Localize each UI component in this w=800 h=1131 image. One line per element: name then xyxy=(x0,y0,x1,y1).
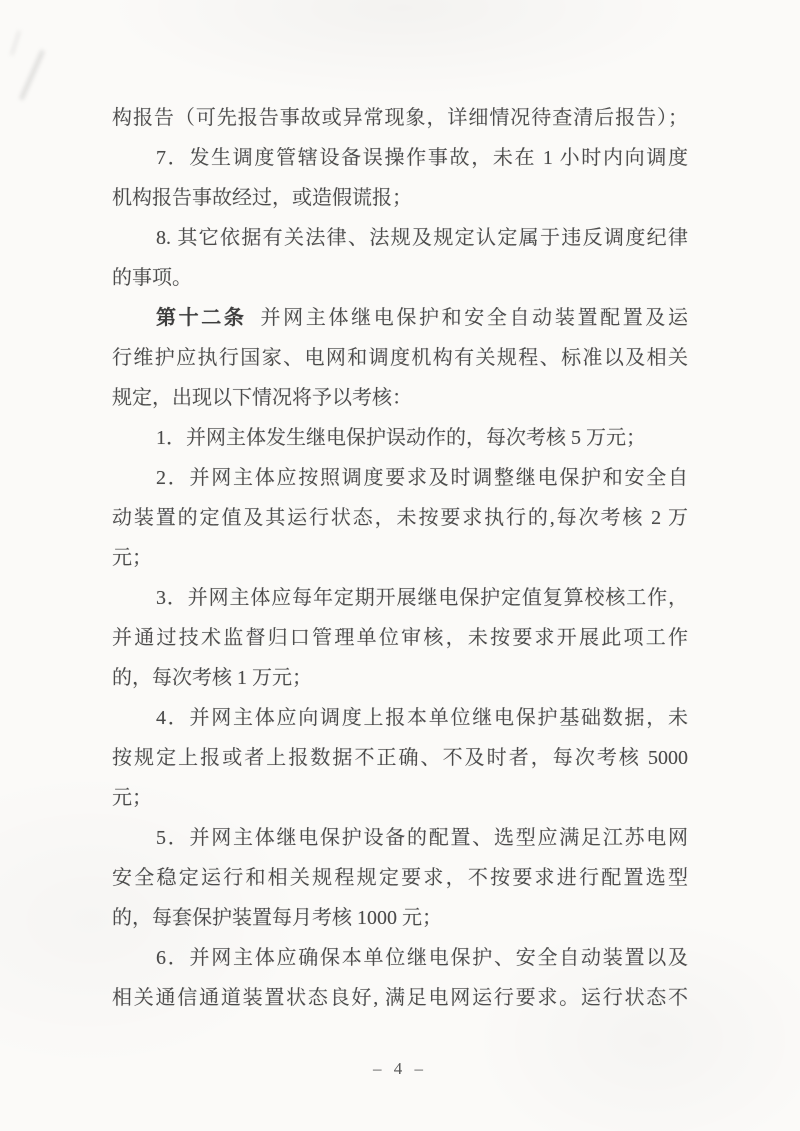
text-line: 的事项。 xyxy=(112,267,192,289)
text-line: 5．并网主体继电保护设备的配置、选型应满足江苏电网 xyxy=(156,827,688,849)
text-line: 6．并网主体应确保本单位继电保护、安全自动装置以及 xyxy=(156,947,688,969)
text-line: 元； xyxy=(112,787,152,809)
text-line: 相关通信通道装置状态良好, 满足电网运行要求。运行状态不 xyxy=(112,987,688,1009)
article-heading-text: 并网主体继电保护和安全自动装置配置及运 xyxy=(260,307,688,329)
text-line: 的，每次考核 1 万元； xyxy=(112,667,312,689)
text-line: 行维护应执行国家、电网和调度机构有关规程、标准以及相关 xyxy=(112,347,688,369)
text-line: 8. 其它依据有关法律、法规及规定认定属于违反调度纪律 xyxy=(156,227,688,249)
text-line: 2．并网主体应按照调度要求及时调整继电保护和安全自 xyxy=(156,467,688,489)
text-line: 安全稳定运行和相关规程规定要求，不按要求进行配置选型 xyxy=(112,867,688,889)
scan-smudge xyxy=(19,50,45,101)
text-line: 机构报告事故经过，或造假谎报； xyxy=(112,187,412,209)
text-line: 构报告（可先报告事故或异常现象，详细情况待查清后报告）； xyxy=(112,107,688,129)
body-text xyxy=(112,98,688,1018)
article-heading-line xyxy=(112,298,688,338)
text-line: 的，每套保护装置每月考核 1000 元； xyxy=(112,907,442,929)
page-number: – 4 – xyxy=(373,1059,427,1078)
text-line: 按规定上报或者上报数据不正确、不及时者，每次考核 5000 xyxy=(112,747,688,769)
text-line: 元； xyxy=(112,547,152,569)
text-line: 3．并网主体应每年定期开展继电保护定值复算校核工作， xyxy=(156,587,688,609)
text-line: 动装置的定值及其运行状态，未按要求执行的,每次考核 2 万 xyxy=(112,507,688,529)
text-line: 4．并网主体应向调度上报本单位继电保护基础数据，未 xyxy=(156,707,688,729)
text-line: 1．并网主体发生继电保护误动作的，每次考核 5 万元； xyxy=(156,427,646,449)
article-number: 第十二条 xyxy=(156,307,247,329)
scan-smudge xyxy=(10,30,21,56)
text-line: 7．发生调度管辖设备误操作事故，未在 1 小时内向调度 xyxy=(156,147,688,169)
text-line: 规定，出现以下情况将予以考核： xyxy=(112,387,412,409)
text-line: 并通过技术监督归口管理单位审核，未按要求开展此项工作 xyxy=(112,627,688,649)
